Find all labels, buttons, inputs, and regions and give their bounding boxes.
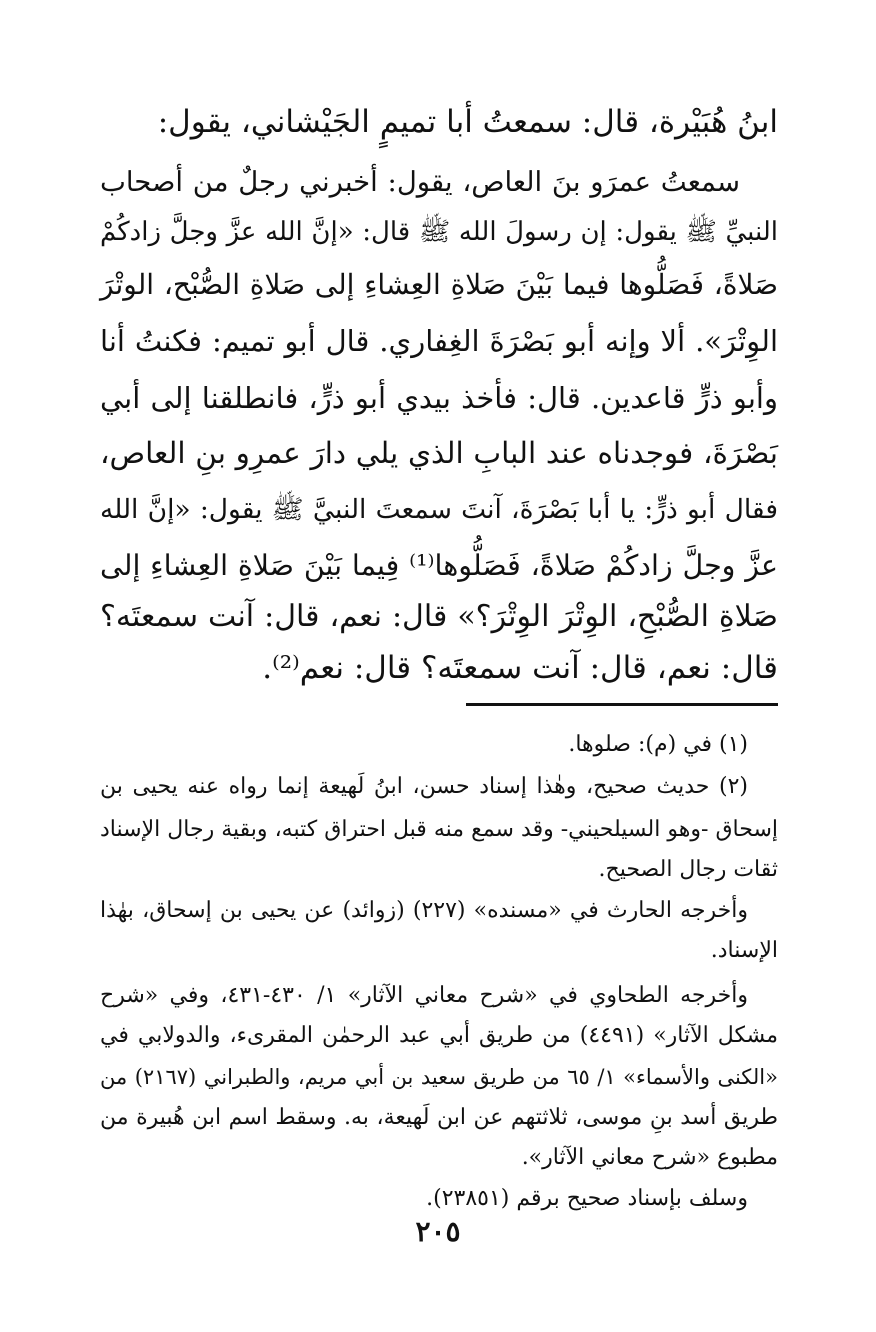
- footnote-line: (٢) حديث صحيح، وهٰذا إسناد حسن، ابنُ لَهيعة إنما رواه عنه يحيى بن: [100, 774, 748, 799]
- footnote-line: وأخرجه الطحاوي في «شرح معاني الآثار» ١/ ٤٣٠-٤٣١، وفي «شرح: [100, 983, 748, 1008]
- body-line: صَلاةِ الصُّبْحِ، الوِتْرَ الوِتْرَ؟» قال: نعم، قال: آنت سمعتَه؟: [100, 599, 778, 634]
- footnote-line: ثقات رجال الصحيح.: [598, 857, 778, 882]
- footnote-separator: [466, 703, 778, 706]
- body-line: فقال أبو ذرٍّ: يا أبا بَصْرَةَ، آنتَ سمعتَ النبيَّ ﷺ يقول: «إنَّ الله: [100, 494, 778, 525]
- page-number: ٢٠٥: [415, 1215, 461, 1248]
- footnote-line: إسحاق -وهو السيلحيني- وقد سمع منه قبل احتراق كتبه، وبقية رجال الإسناد: [100, 817, 778, 842]
- body-line: سمعتُ عمرَو بنَ العاص، يقول: أخبرني رجلٌ من أصحاب: [100, 166, 740, 198]
- body-line: الوِتْرَ». ألا وإنه أبو بَصْرَةَ الغِفاري. قال أبو تميم: فكنتُ أنا: [100, 324, 778, 358]
- footnote-line: الإسناد.: [710, 938, 778, 963]
- footnote-line: وأخرجه الحارث في «مسنده» (٢٢٧) (زوائد) عن يحيى بن إسحاق، بهٰذا: [100, 898, 748, 923]
- footnote-line: مشكل الآثار» (٤٤٩١) من طريق أبي عبد الرحمٰن المقرىء، والدولابي في: [100, 1023, 779, 1048]
- body-line: عزَّ وجلَّ زادكُمْ صَلاةً، فَصَلُّوها⁽¹⁾ فِيما بَيْنَ صَلاةِ العِشاءِ إلى: [100, 549, 779, 582]
- body-line: وأبو ذرٍّ قاعدين. قال: فأخذ بيدي أبو ذرٍّ، فانطلقنا إلى أبي: [100, 381, 778, 415]
- body-line: ابنُ هُبَيْرة، قال: سمعتُ أبا تميمٍ الجَيْشاني، يقول:: [157, 104, 778, 140]
- footnote-line: مطبوع «شرح معاني الآثار».: [521, 1145, 778, 1170]
- footnote-line: (١) في (م): صلوها.: [568, 732, 748, 757]
- footnote-line: طريق أسد بنِ موسى، ثلاثتهم عن ابن لَهيعة، به. وسقط اسم ابن هُبيرة من: [100, 1105, 778, 1130]
- body-line: النبيِّ ﷺ يقول: إن رسولَ الله ﷺ قال: «إنَّ الله عزَّ وجلَّ زادكُمْ: [100, 217, 778, 247]
- footnote-line: «الكنى والأسماء» ١/ ٦٥ من طريق سعيد بن أبي مريم، والطبراني (٢١٦٧) من: [100, 1065, 778, 1089]
- body-line: صَلاةً، فَصَلُّوها فيما بَيْنَ صَلاةِ العِشاءِ إلى صَلاةِ الصُّبْح، الوتْرَ: [100, 268, 778, 301]
- body-line: بَصْرَةَ، فوجدناه عند البابِ الذي يلي دارَ عمرِو بنِ العاص،: [100, 436, 778, 470]
- body-line: قال: نعم، قال: آنت سمعتَه؟ قال: نعم⁽²⁾.: [262, 650, 778, 686]
- footnote-line: وسلف بإسناد صحيح برقم (٢٣٨٥١).: [426, 1186, 748, 1211]
